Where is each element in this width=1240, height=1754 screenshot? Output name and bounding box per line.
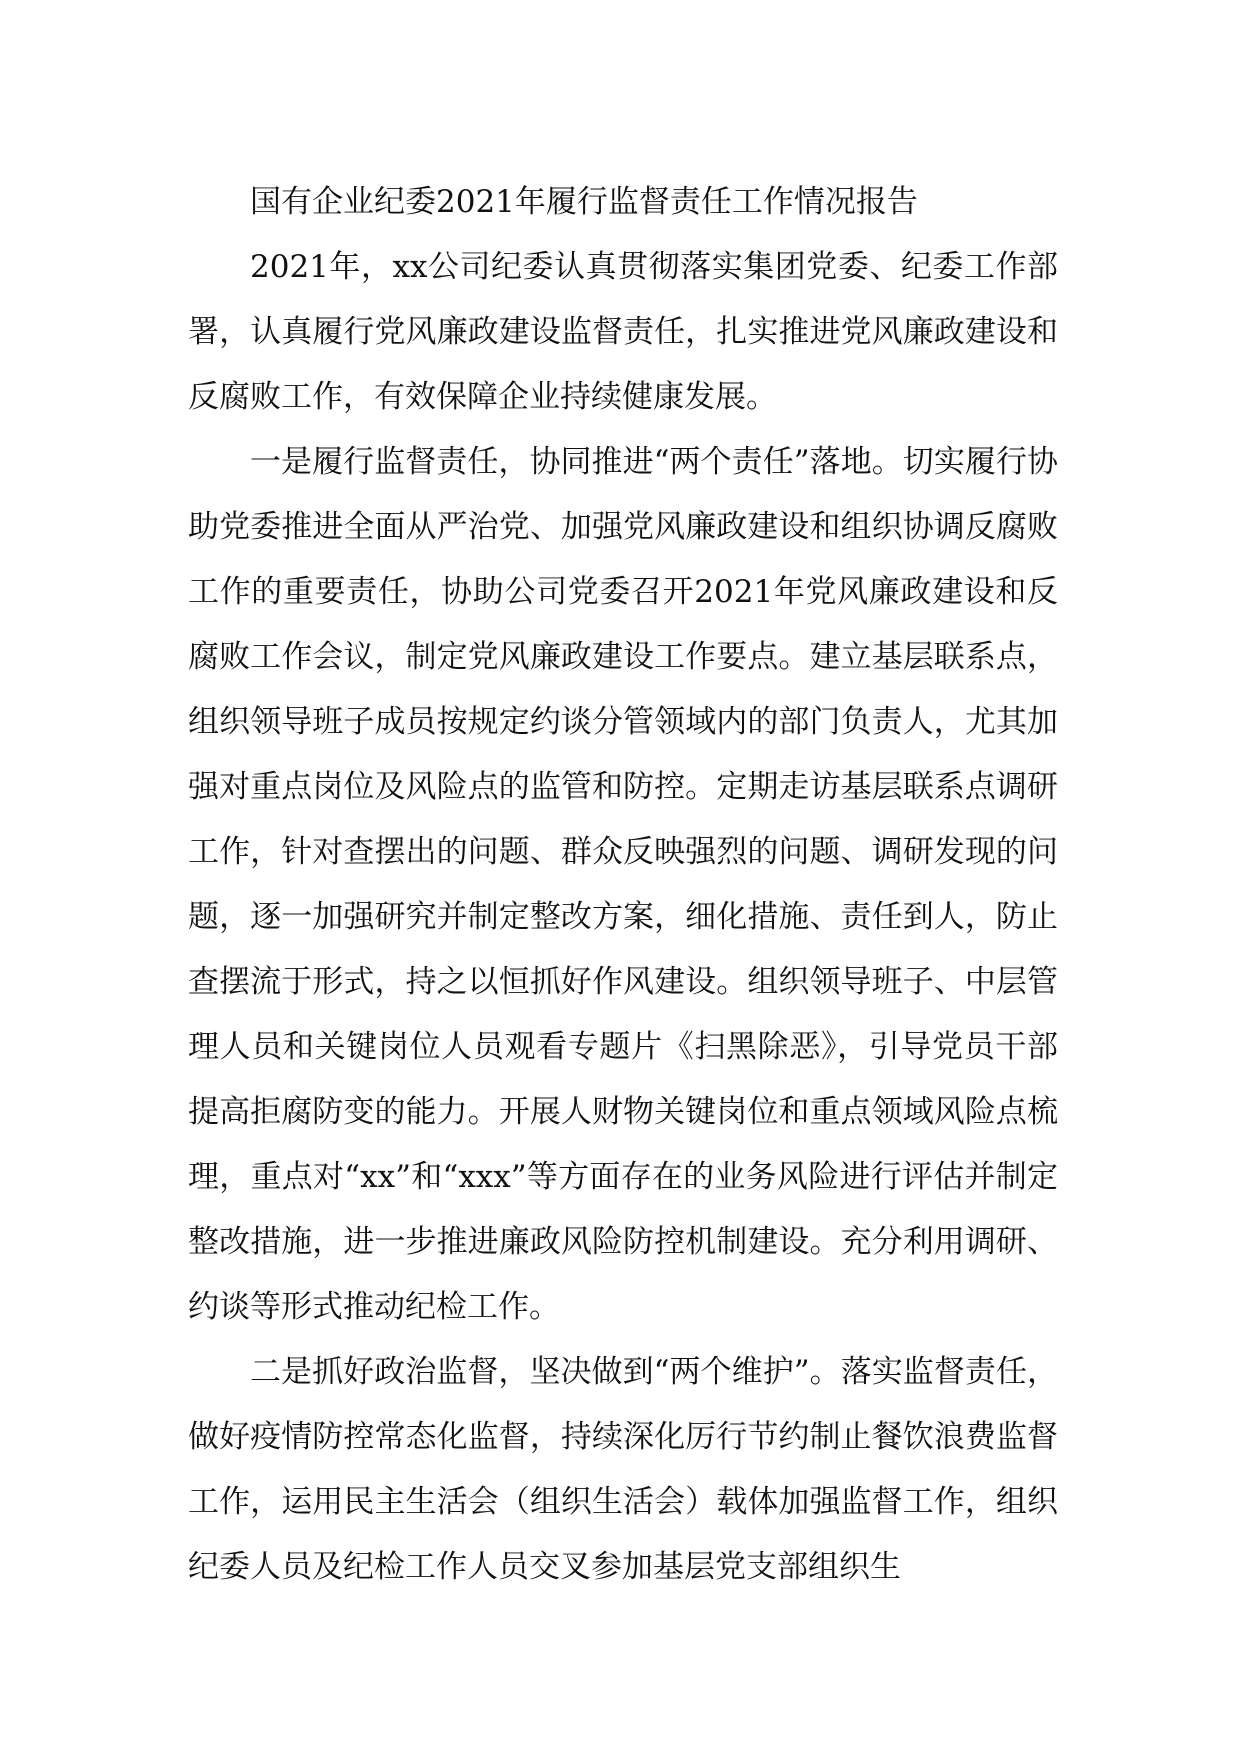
paragraph-section-two: 二是抓好政治监督，坚决做到“两个维护”。落实监督责任，做好疫情防控常态化监督，持续深化厉行节约制止餐饮浪费监督工作，运用民主生活会（组织生活会）载体加强监督工作，组织纪委人员及纪检工作人员交叉参加基层党支部组织生 [188,1354,1058,1585]
document-body [188,170,1058,1600]
paragraph-intro: 2021年，xx公司纪委认真贯彻落实集团党委、纪委工作部署，认真履行党风廉政建设监督责任，扎实推进党风廉政建设和反腐败工作，有效保障企业持续健康发展。 [188,249,1058,415]
document-title: 国有企业纪委2021年履行监督责任工作情况报告 [250,184,918,220]
paragraph-section-one: 一是履行监督责任，协同推进“两个责任”落地。切实履行协助党委推进全面从严治党、加强党风廉政建设和组织协调反腐败工作的重要责任，协助公司党委召开2021年党风廉政建设和反腐败工作会议，制定党风廉政建设工作要点。建立基层联系点，组织领导班子成员按规定约谈分管领域内的部门负责人，尤其加强对重点岗位及风险点的监管和防控。定期走访基层联系点调研工作，针对查摆出的问题、群众反映强烈的问题、调研发现的问题，逐一加强研究并制定整改方案，细化措施、责任到人，防止查摆流于形式，持之以恒抓好作风建设。组织领导班子、中层管理人员和关键岗位人员观看专题片《扫黑除恶》，引导党员干部提高拒腐防变的能力。开展人财物关键岗位和重点领域风险点梳理，重点对“xx”和“xxx”等方面存在的业务风险进行评估并制定整改措施，进一步推进廉政风险防控机制建设。充分利用调研、约谈等形式推动纪检工作。 [188,444,1058,1325]
